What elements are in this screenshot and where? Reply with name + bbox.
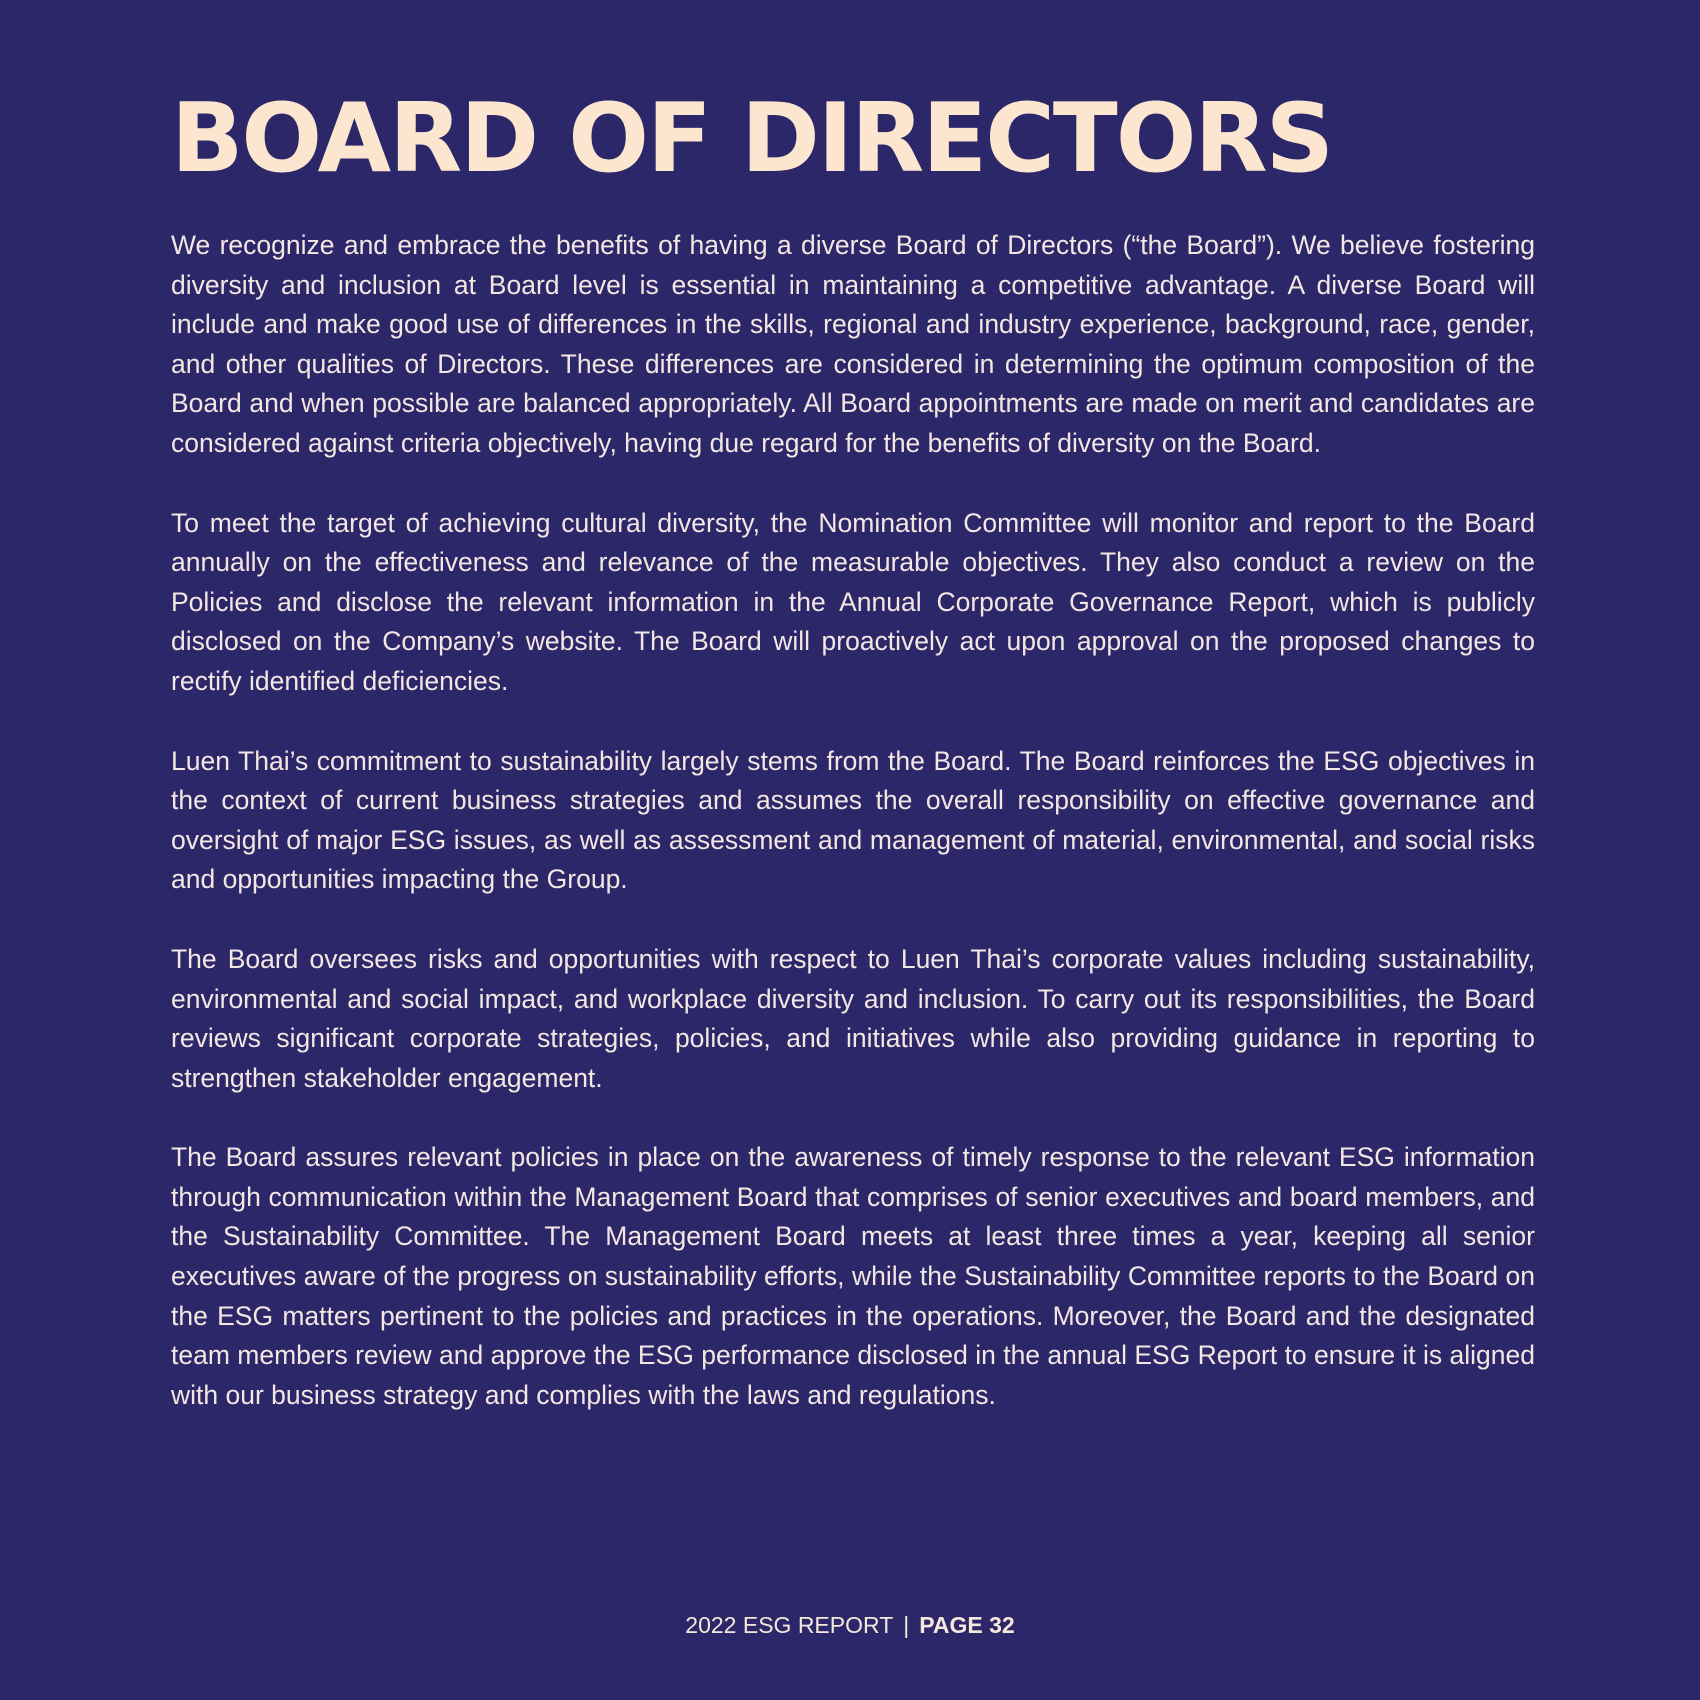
footer-separator: | xyxy=(903,1612,910,1638)
body-text xyxy=(171,226,1535,1415)
report-label: 2022 ESG REPORT xyxy=(685,1612,894,1638)
page-footer xyxy=(0,1610,1700,1640)
page-title: BOARD OF DIRECTORS xyxy=(171,84,1333,194)
paragraph-risk-oversight: The Board oversees risks and opportunities with respect to Luen Thai’s corporate values including sustainability, environmental and social impact, and workplace diversity and inclusion. To carry out its responsibilities, the Board reviews significant corporate strategies, policies, and initiatives while also providing guidance in reporting to strengthen stakeholder engagement. xyxy=(171,943,1535,1093)
paragraph-nomination-committee: To meet the target of achieving cultural diversity, the Nomination Committee will monitor and report to the Board annually on the effectiveness and relevance of the measurable objectives. They also conduct a review on the Policies and disclose the relevant information in the Annual Corporate Governance Report, which is publicly disclosed on the Company’s website. The Board will proactively act upon approval on the proposed changes to rectify identified deficiencies. xyxy=(171,507,1535,696)
paragraph-board-diversity: We recognize and embrace the benefits of having a diverse Board of Directors (“the Board”). We believe fostering diversity and inclusion at Board level is essential in maintaining a competitive advantage. A diverse Board will include and make good use of differences in the skills, regional and industry experience, background, race, gender, and other qualities of Directors. These differences are considered in determining the optimum composition of the Board and when possible are balanced appropriately. All Board appointments are made on merit and candidates are considered against criteria objectively, having due regard for the benefits of diversity on the Board. xyxy=(171,230,1535,458)
page-number: PAGE 32 xyxy=(919,1612,1015,1638)
page-content xyxy=(171,84,1535,1455)
paragraph-sustainability-commitment: Luen Thai’s commitment to sustainability largely stems from the Board. The Board reinforces the ESG objectives in the context of current business strategies and assumes the overall responsibility on effective governance and oversight of major ESG issues, as well as assessment and management of material, environmental, and social risks and opportunities impacting the Group. xyxy=(171,745,1535,895)
paragraph-management-board: The Board assures relevant policies in place on the awareness of timely response to the relevant ESG information through communication within the Management Board that comprises of senior executives and board members, and the Sustainability Committee. The Management Board meets at least three times a year, keeping all senior executives aware of the progress on sustainability efforts, while the Sustainability Committee reports to the Board on the ESG matters pertinent to the policies and practices in the operations. Moreover, the Board and the designated team members review and approve the ESG performance disclosed in the annual ESG Report to ensure it is aligned with our business strategy and complies with the laws and regulations. xyxy=(171,1142,1535,1410)
